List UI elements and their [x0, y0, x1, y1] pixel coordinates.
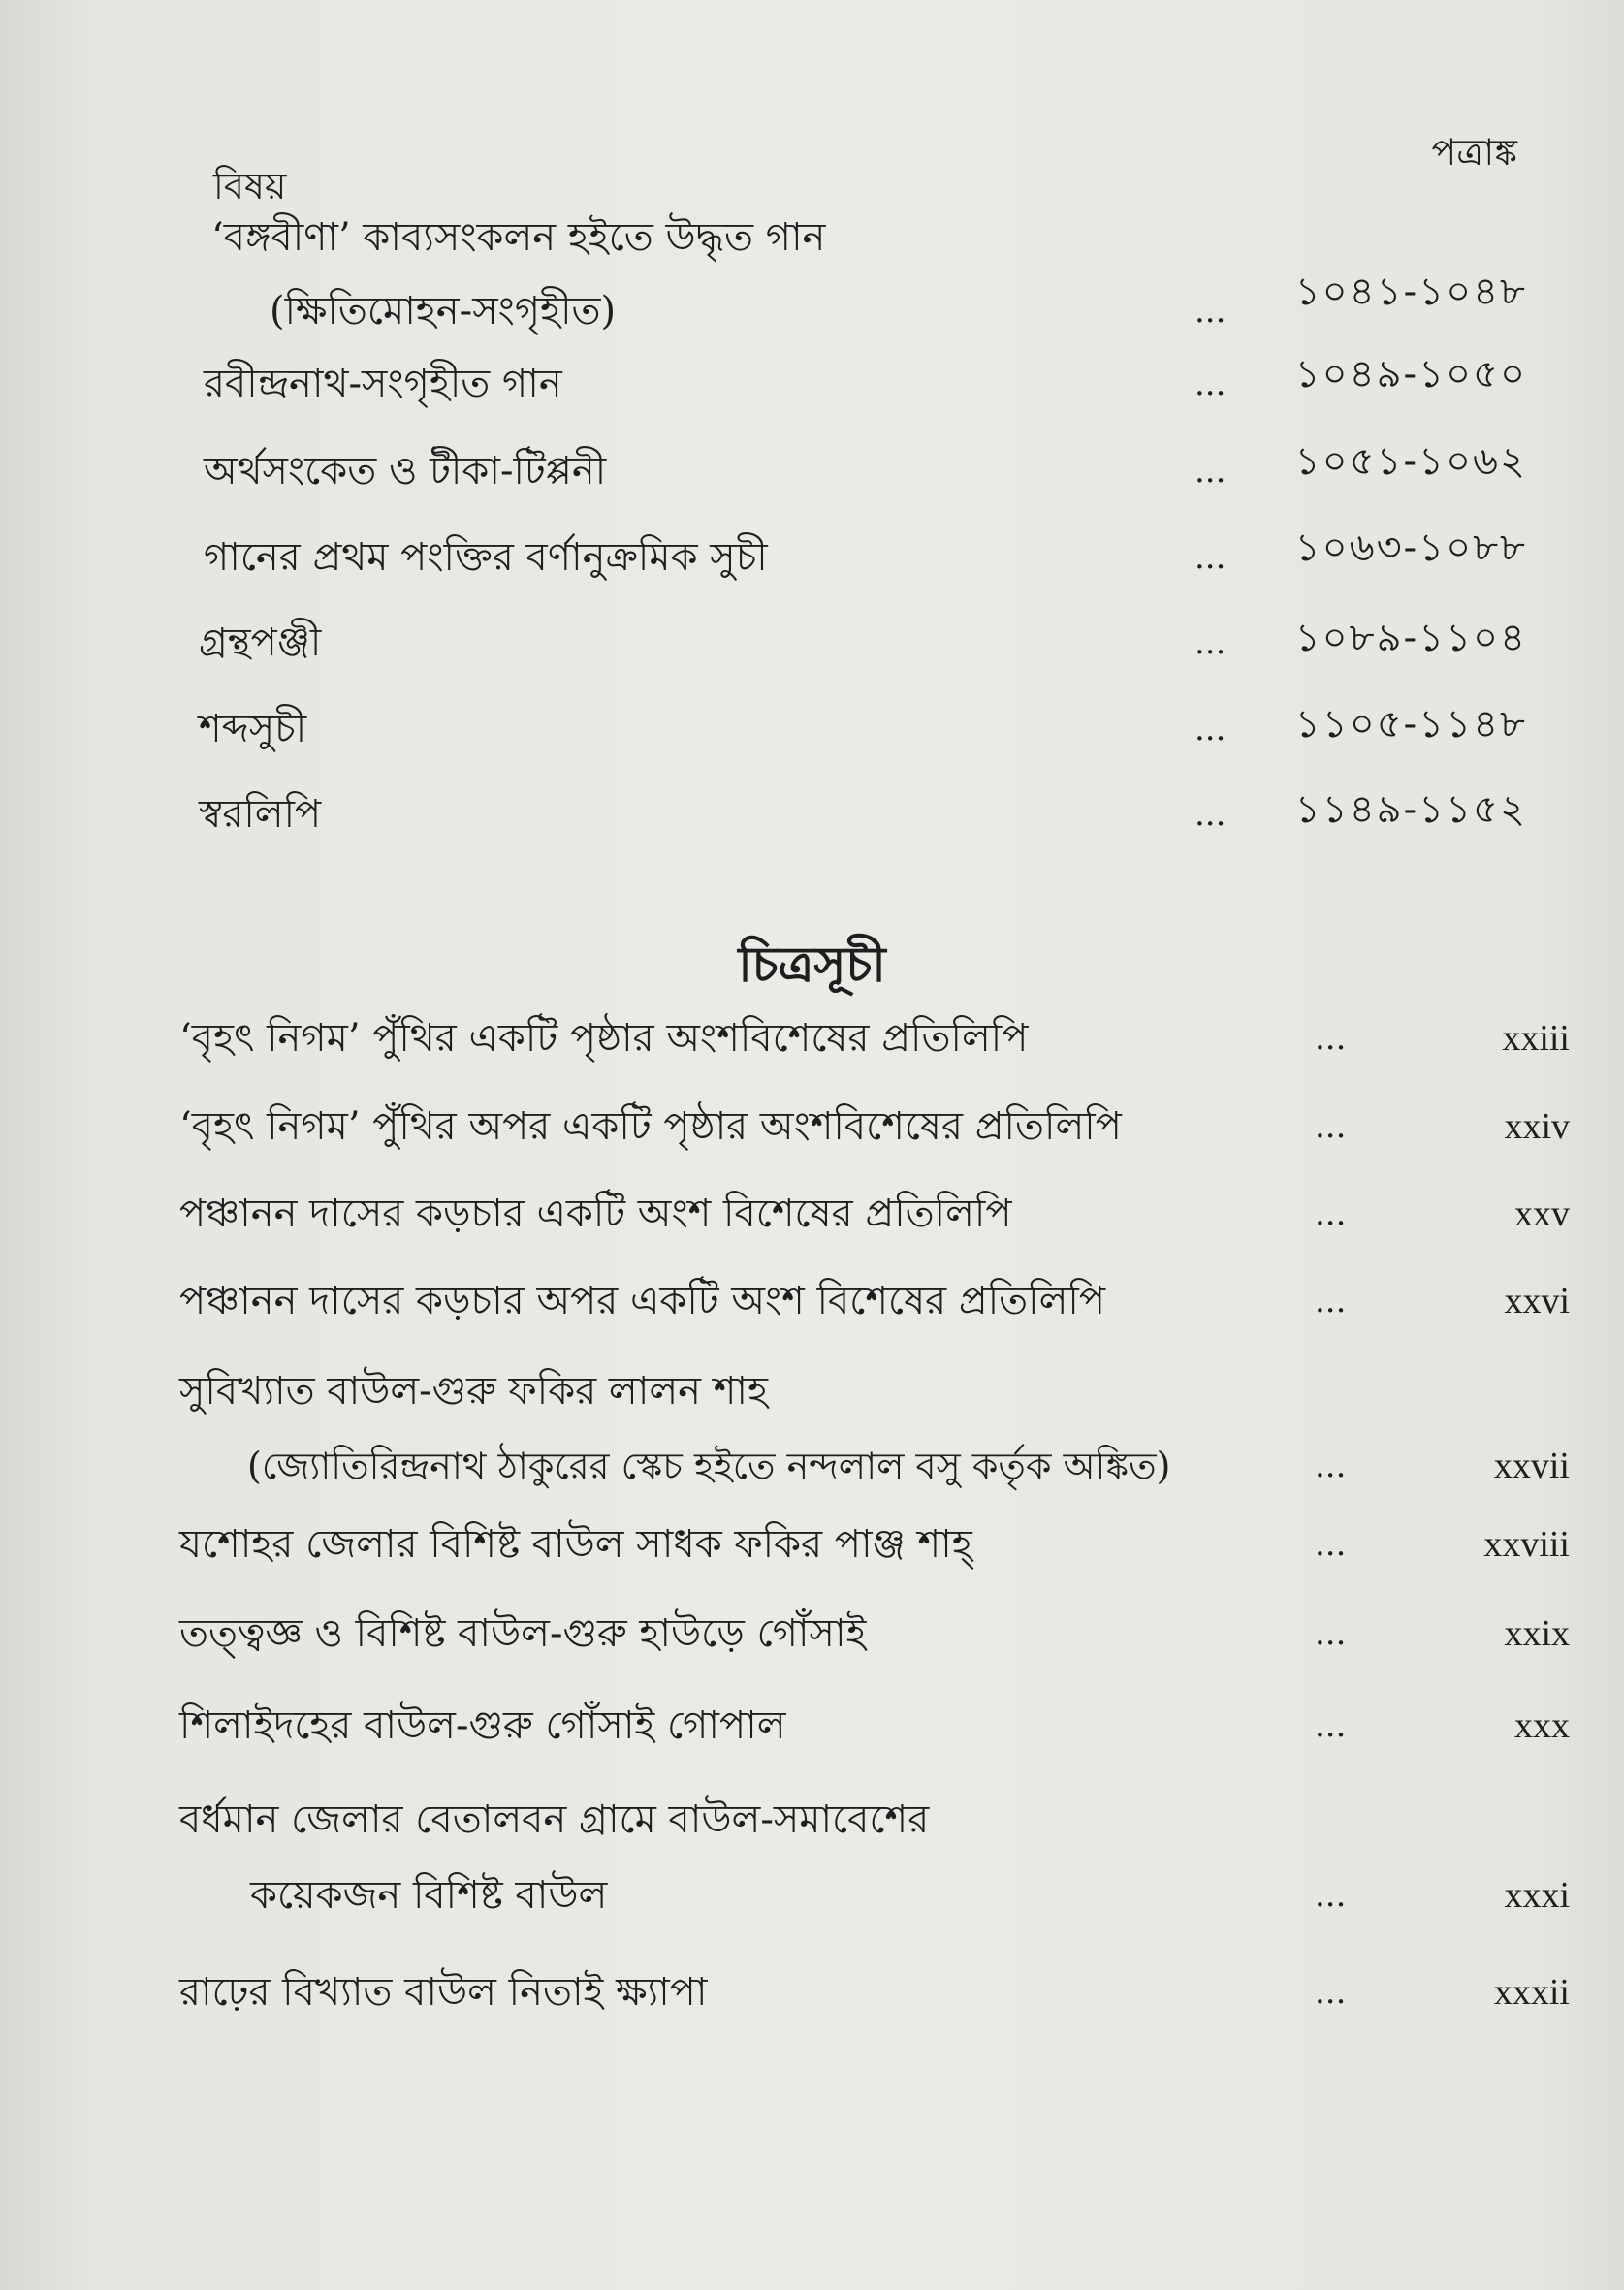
illustration-title: সুবিখ্যাত বাউল-গুরু ফকির লালন শাহ — [179, 1369, 769, 1414]
illustration-page: xxvi — [1504, 1281, 1570, 1321]
toc-entry — [0, 614, 1624, 672]
toc-entry — [0, 352, 1624, 413]
illustration-page: xxix — [1504, 1613, 1570, 1654]
toc-dots: ... — [1194, 365, 1226, 403]
subject-column-label: বিষয় — [213, 165, 287, 207]
toc-dots: ... — [1194, 538, 1226, 577]
illustration-entry — [0, 1009, 1624, 1067]
toc-entry — [0, 208, 1624, 267]
toc-dots: ... — [1315, 1614, 1347, 1653]
illustration-entry-continued — [0, 1866, 1624, 1924]
toc-dots: ... — [1194, 623, 1226, 662]
illustration-page: xxv — [1514, 1193, 1570, 1234]
illustration-entry — [0, 1791, 1624, 1849]
toc-dots: ... — [1315, 1107, 1347, 1146]
illustration-entry — [0, 1272, 1624, 1330]
illustration-subtitle: কয়েকজন বিশিষ্ট বাউল — [250, 1873, 608, 1918]
illustration-title: পঞ্চানন দাসের কড়চার অপর একটি অংশ বিশেষের প্রতিলিপি — [179, 1279, 1106, 1323]
toc-entry-title: গ্রন্থপঞ্জী — [199, 620, 322, 665]
toc-page-range: ১০৪১-১০৪৮ — [1294, 270, 1527, 314]
toc-entry-continued — [0, 270, 1624, 340]
toc-dots: ... — [1315, 1973, 1347, 2012]
illustration-title: তত্ত্বজ্ঞ ও বিশিষ্ট বাউল-গুরু হাউড়ে গোঁসাই — [179, 1611, 867, 1656]
illustration-entry — [0, 1097, 1624, 1156]
toc-dots: ... — [1315, 1194, 1347, 1233]
toc-page-range: ১০৫১-১০৬২ — [1294, 439, 1527, 484]
toc-page-range: ১০৬৩-১০৮৮ — [1294, 525, 1527, 570]
page-column-label: পত্রাঙ্ক — [1431, 131, 1517, 174]
toc-entry-title: রবীন্দ্রনাথ-সংগৃহীত গান — [204, 362, 562, 406]
illustration-title: রাঢ়ের বিখ্যাত বাউল নিতাই ক্ষ্যাপা — [179, 1970, 708, 2015]
toc-dots: ... — [1315, 1706, 1347, 1745]
illustration-entry — [0, 1963, 1624, 2021]
illustration-page: xxiv — [1504, 1106, 1570, 1147]
illustration-title: বর্ধমান জেলার বেতালবন গ্রামে বাউল-সমাবেশের — [179, 1797, 930, 1842]
toc-dots: ... — [1194, 795, 1226, 834]
toc-entry — [0, 439, 1624, 500]
illustration-page: xxx — [1514, 1705, 1570, 1746]
illustration-entry-continued — [0, 1437, 1624, 1495]
illustration-title: শিলাইদহের বাউল-গুরু গোঁসাই গোপাল — [179, 1703, 786, 1748]
illustration-page: xxvii — [1493, 1446, 1570, 1486]
toc-entry — [0, 700, 1624, 758]
illustration-page: xxiii — [1502, 1018, 1570, 1059]
toc-entry-title: অর্থসংকেত ও টীকা-টিপ্পনী — [204, 449, 607, 493]
toc-entry — [0, 525, 1624, 587]
toc-entry-title: গানের প্রথম পংক্তির বর্ণানুক্রমিক সুচী — [204, 535, 768, 580]
illustration-page: xxviii — [1483, 1524, 1570, 1565]
toc-page-range: ১১০৫-১১৪৮ — [1294, 702, 1527, 747]
illustration-title: ‘বৃহৎ নিগম’ পুঁথির একটি পৃষ্ঠার অংশবিশেষের প্রতিলিপি — [179, 1016, 1029, 1061]
illustration-title: পঞ্চানন দাসের কড়চার একটি অংশ বিশেষের প্রতিলিপি — [179, 1192, 1012, 1236]
illustrations-heading: চিত্রসূচী — [738, 936, 886, 993]
toc-entry — [0, 785, 1624, 843]
illustration-entry — [0, 1362, 1624, 1420]
toc-dots: ... — [1315, 1876, 1347, 1915]
toc-dots: ... — [1194, 710, 1226, 748]
toc-dots: ... — [1315, 1525, 1347, 1564]
toc-dots: ... — [1315, 1447, 1347, 1485]
toc-entry-title: ‘বঙ্গবীণা’ কাব্যসংকলন হইতে উদ্ধৃত গান — [211, 215, 826, 260]
toc-page-range: ১০৮৯-১১০৪ — [1294, 616, 1527, 660]
illustration-entry — [0, 1605, 1624, 1663]
illustration-title: যশোহর জেলার বিশিষ্ট বাউল সাধক ফকির পাঞ্জ শাহ্‌ — [179, 1522, 972, 1567]
toc-dots: ... — [1315, 1282, 1347, 1320]
toc-entry-subtitle: (ক্ষিতিমোহন-সংগৃহীত) — [270, 289, 617, 334]
illustration-page: xxxii — [1493, 1972, 1570, 2013]
illustration-entry — [0, 1697, 1624, 1755]
toc-dots: ... — [1194, 452, 1226, 491]
toc-page-range: ১১৪৯-১১৫২ — [1294, 787, 1527, 832]
illustration-page: xxxi — [1504, 1875, 1570, 1916]
toc-dots: ... — [1315, 1019, 1347, 1058]
illustration-subtitle: (জ্যোতিরিন্দ্রনাথ ঠাকুরের স্কেচ হইতে নন্দলাল বসু কর্তৃক অঙ্কিত) — [247, 1445, 1171, 1487]
illustration-entry — [0, 1515, 1624, 1574]
toc-entry-title: শব্দসুচী — [199, 707, 307, 751]
illustration-title: ‘বৃহৎ নিগম’ পুঁথির অপর একটি পৃষ্ঠার অংশবিশেষের প্রতিলিপি — [179, 1104, 1122, 1149]
toc-dots: ... — [1194, 292, 1226, 331]
illustration-entry — [0, 1185, 1624, 1243]
toc-page-range: ১০৪৯-১০৫০ — [1294, 352, 1527, 397]
toc-entry-title: স্বরলিপি — [199, 792, 322, 837]
